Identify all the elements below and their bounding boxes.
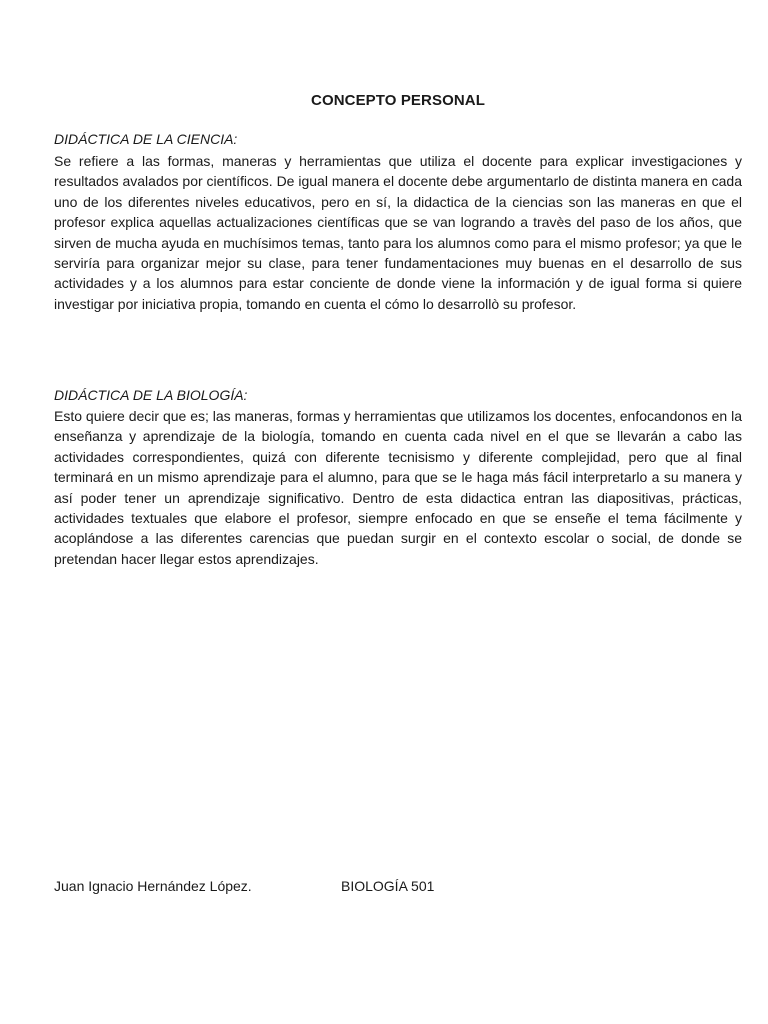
section-heading-didactica-biologia: DIDÁCTICA DE LA BIOLOGÍA:	[54, 387, 248, 403]
section-body-didactica-ciencia: Se refiere a las formas, maneras y herramientas que utiliza el docente para explicar investigaciones y resultados avalados por científicos. De igual manera el docente debe argumentarlo de distinta manera en cada uno de los diferentes niveles educativos, pero en sí, la didactica de la ciencias son las maneras en que el profesor explica aquellas actualizaciones científicas que se van logrando a travès del paso de los años, que sirven de mucha ayuda en muchísimos temas, tanto para los alumnos como para el mismo profesor; ya que le serviría para organizar mejor su clase, para tener fundamentaciones muy buenas en el desarrollo de sus actividades y a los alumnos para estar conciente de donde viene la información y de igual forma si quiere investigar por iniciativa propia, tomando en cuenta el cómo lo desarrollò su profesor.	[54, 153, 742, 312]
footer-author: Juan Ignacio Hernández López.	[54, 878, 252, 894]
section-heading-didactica-ciencia: DIDÁCTICA DE LA CIENCIA:	[54, 131, 238, 147]
document-title: CONCEPTO PERSONAL	[311, 92, 485, 109]
footer-group: BIOLOGÍA 501	[341, 878, 435, 894]
section-body-didactica-biologia: Esto quiere decir que es; las maneras, formas y herramientas que utilizamos los docentes, enfocandonos en la enseñanza y aprendizaje de la biología, tomando en cuenta cada nivel en el que se llevarán a cabo las actividades correspondientes, quizá con diferente tecnisismo y diferente complejidad, pero que al final terminará en un mismo aprendizaje para el alumno, para que se le haga más fácil interpretarlo a su manera y así poder tener un aprendizaje significativo. Dentro de esta didactica entran las diapositivas, prácticas, actividades textuales que elabore el profesor, siempre enfocado en que se enseñe el tema fácilmente y acoplándose a las diferentes carencias que puedan surgir en el contexto escolar o social, de donde se pretendan hacer llegar estos aprendizajes.	[54, 408, 742, 567]
